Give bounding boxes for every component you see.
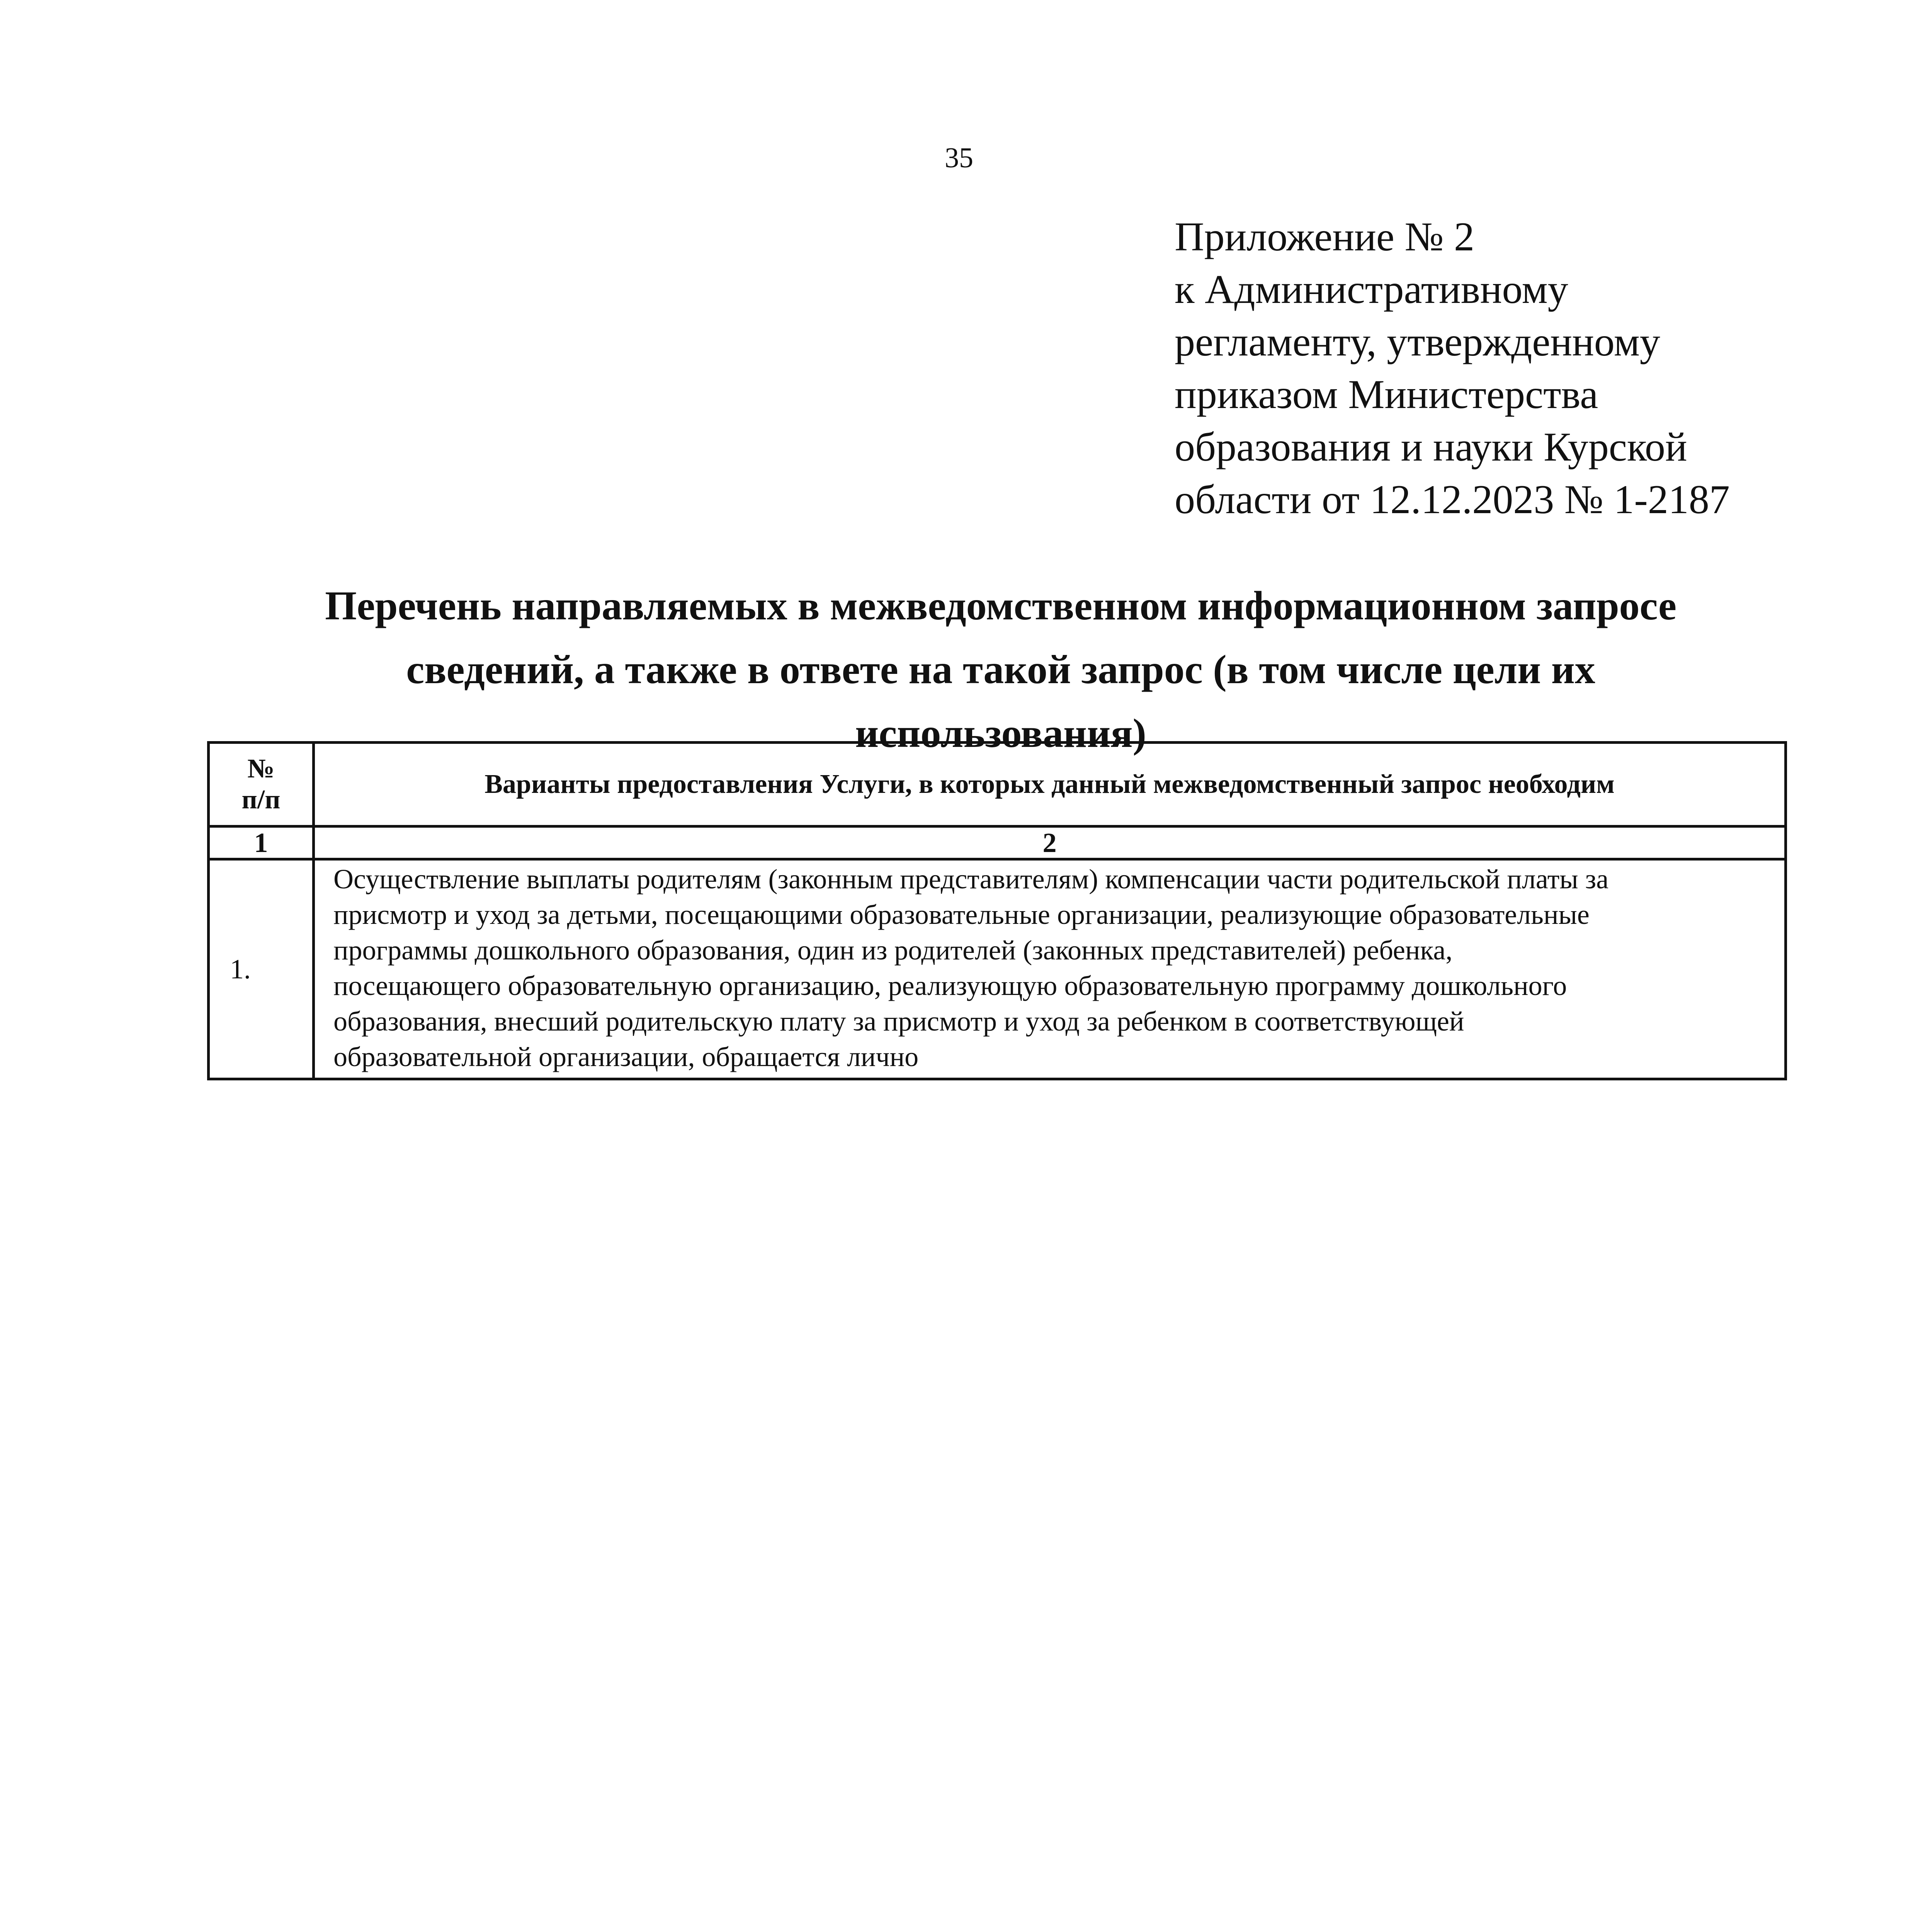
table-header-row <box>209 743 1786 827</box>
row-number-cell: 1. <box>209 859 314 1079</box>
title-line: Перечень направляемых в межведомственном информационном запросе <box>325 583 1677 628</box>
title-line: сведений, а также в ответе на такой запрос (в том числе цели их <box>406 647 1595 692</box>
appendix-line: области от 12.12.2023 № 1-2187 <box>1175 477 1730 522</box>
appendix-line: приказом Министерства <box>1175 372 1598 417</box>
appendix-block <box>1175 211 1851 526</box>
row-text-line: образования, внесший родительскую плату за присмотр и уход за ребенком в соответствующей <box>333 1006 1464 1037</box>
requests-table <box>207 741 1787 1080</box>
index-cell-1: 1 <box>209 827 314 859</box>
table-row <box>209 859 1786 1079</box>
appendix-line: к Административному <box>1175 267 1568 312</box>
header-variants-cell: Варианты предоставления Услуги, в которых данный межведомственный запрос необходим <box>314 743 1786 827</box>
table-index-row <box>209 827 1786 859</box>
row-text-line: посещающего образовательную организацию, реализующую образовательную программу дошкольного <box>333 970 1567 1001</box>
appendix-line: Приложение № 2 <box>1175 214 1475 259</box>
row-text-line: Осуществление выплаты родителям (законным представителям) компенсации части родительской платы за <box>333 864 1609 895</box>
title-line: использования) <box>855 711 1146 756</box>
document-title <box>209 574 1793 765</box>
appendix-line: регламенту, утвержденному <box>1175 319 1660 364</box>
row-text-line: образовательной организации, обращается лично <box>333 1041 919 1072</box>
row-text-cell <box>314 859 1786 1079</box>
header-num-symbol: № <box>247 754 275 784</box>
row-text-line: присмотр и уход за детьми, посещающими образовательные организации, реализующие образовательные <box>333 899 1590 930</box>
index-cell-2: 2 <box>314 827 1786 859</box>
header-num-abbrev: п/п <box>241 785 281 815</box>
page-number: 35 <box>945 142 973 174</box>
appendix-line: образования и науки Курской <box>1175 424 1687 469</box>
row-text-line: программы дошкольного образования, один из родителей (законных представителей) ребенка, <box>333 935 1453 966</box>
header-num-cell <box>209 743 314 827</box>
